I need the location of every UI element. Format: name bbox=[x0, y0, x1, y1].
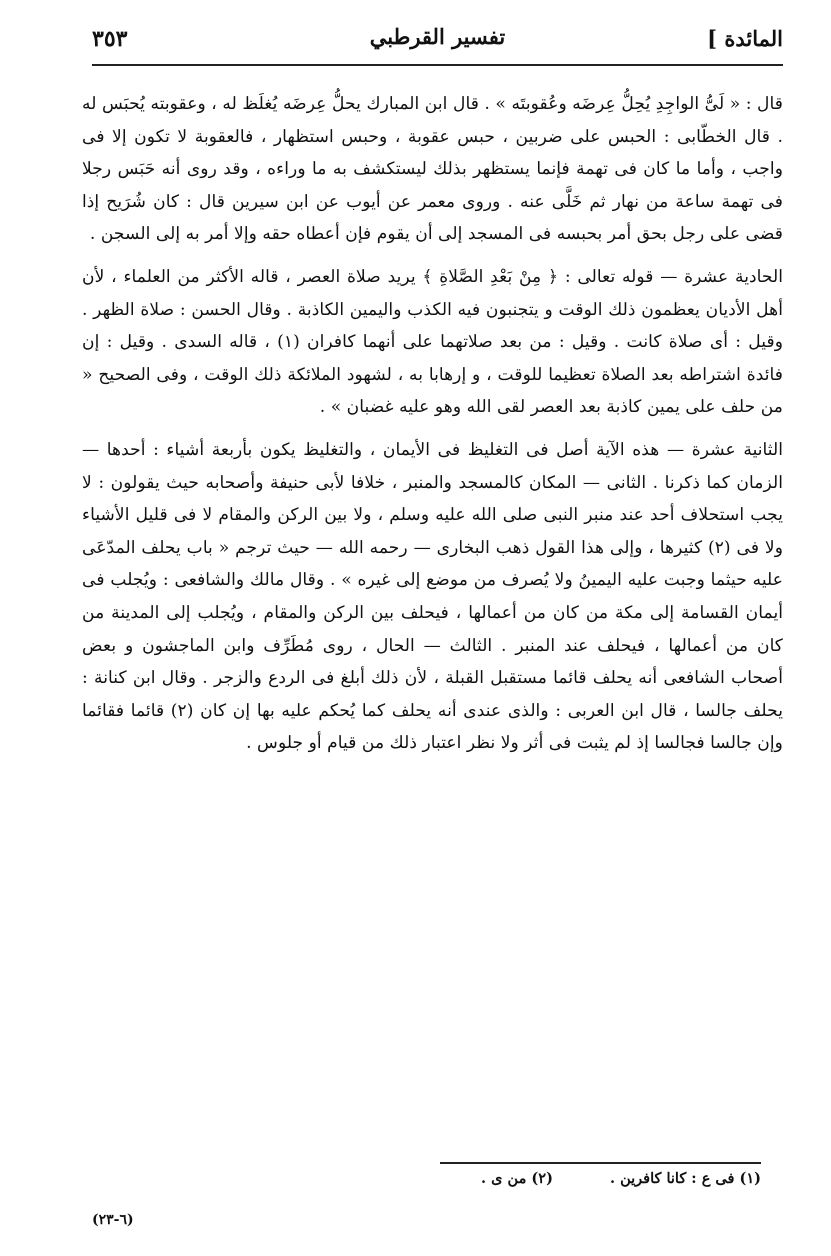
signature-mark: (٦-٢٣) bbox=[92, 1212, 134, 1228]
paragraph: الثانية عشرة — هذه الآية أصل فى التغليظ فى الأيمان ، والتغليظ يكون بأربعة أشياء : أحدها — الزمان كما ذكرنا . الثانى — المكان كالمسجد والمنبر ، خلافا لأبى حنيفة وأصحابه حيث يقولون : لا يجب استحلاف أحد عند منبر النبى صلى الله عليه وسلم ، ولا بين الركن والمقام لا فى قليل الأشياء ولا فى (٢) كثيرها ، وإلى هذا القول ذهب البخارى — رحمه الله — حيث ترجم « باب يحلف المدّعَى عليه حيثما وجبت عليه اليمينُ ولا يُصرف من موضع إلى غيره » . وقال مالك والشافعى : ويُجلب فى أيمان القسامة إلى مكة من كان من أعمالها ، فيحلف بين الركن والمقام ، ويُجلب إلى المدينة من كان من أعمالها ، فيحلف عند المنبر . الثالث — الحال ، روى مُطَرِّف وابن الماجشون و بعض أصحاب الشافعى أنه يحلف قائما مستقبل القبلة ، لأن ذلك أبلغ فى الردع والزجر . وقال ابن كنانة : يحلف جالسا ، قال ابن العربى : والذى عندى أنه يحلف كما يُحكم عليه بها إن كان (٢) قائما فقائما وإن جالسا فجالسا إذ لم يثبت فى أثر ولا نظر اعتبار ذلك من قيام أو جلوس . bbox=[82, 439, 783, 754]
book-title: تفسير القرطبي bbox=[369, 24, 506, 49]
header-rule bbox=[92, 64, 783, 66]
page-header bbox=[92, 22, 783, 60]
footnote-rule bbox=[440, 1162, 761, 1164]
footnotes bbox=[300, 1170, 761, 1187]
footnote: (١) فى ع : كانا كافرين . bbox=[610, 1170, 761, 1187]
paragraph: الحادية عشرة — قوله تعالى : ﴿ مِنْ بَعْدِ الصَّلاةِ ﴾ يريد صلاة العصر ، قاله الأكثر من العلماء ، لأن أهل الأديان يعظمون ذلك الوقت و يتجنبون فيه الكذب واليمين الكاذبة . وقال الحسن : صلاة الظهر . وقيل : أى صلاة كانت . وقيل : من بعد صلاتهما على أنهما كافران (١) ، قاله السدى . وقيل : إن فائدة اشتراطه بعد الصلاة تعظيما للوقت ، و إرهابا به ، لشهود الملائكة ذلك الوقت ، وفى الصحيح « من حلف على يمين كاذبة بعد العصر لقى الله وهو عليه غضبان » . bbox=[82, 266, 784, 418]
footnote: (٢) من ى . bbox=[481, 1170, 553, 1187]
surah-name: المائدة ] bbox=[707, 26, 783, 51]
main-text bbox=[82, 88, 783, 760]
page-number: ٣٥٣ bbox=[92, 26, 128, 52]
paragraph: قال : « لَىُّ الواجِدِ يُحِلُّ عِرضَه وعُقوبتَه » . قال ابن المبارك يحلُّ عِرضَه يُغلَظ له ، وعقوبته يُحبَس له . قال الخطّابى : الحبس على ضربين ، حبس عقوبة ، وحبس استظهار ، فالعقوبة لا تكون إلا فى واجب ، وأما ما كان فى تهمة فإنما يستظهر بذلك ليستكشف به ما وراءه ، وقد روى أنه حَبَس رجلا فى تهمة ساعة من نهار ثم خَلَّى عنه . وروى معمر عن أيوب عن ابن سيرين قال : كان شُرَيح إذا قضى على رجل بحق أمر بحبسه فى المسجد إلى أن يقوم فإن أعطاه حقه وإلا أمر به إلى السجن . bbox=[82, 94, 783, 245]
